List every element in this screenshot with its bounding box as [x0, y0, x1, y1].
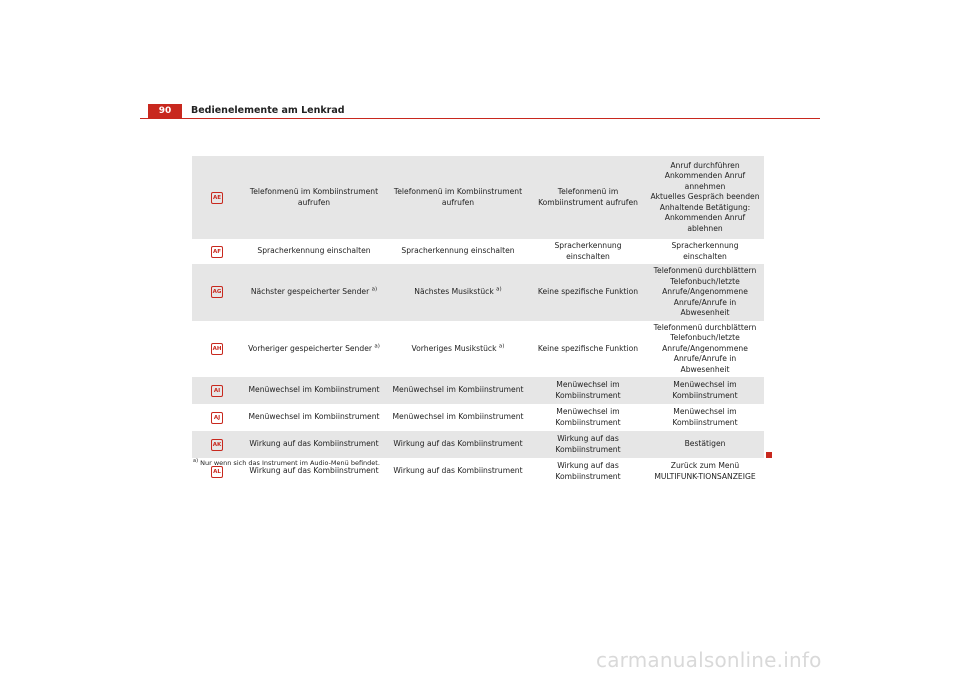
key-badge: AJ	[211, 412, 223, 424]
table-cell: Menüwechsel im Kombiinstrument	[646, 377, 764, 404]
footnote-marker: a)	[193, 457, 199, 464]
table-cell: Menüwechsel im Kombiinstrument	[386, 404, 530, 431]
key-cell	[192, 404, 242, 431]
table-cell	[386, 264, 530, 321]
table-cell: Bestätigen	[646, 431, 764, 458]
footnote-text: Nur wenn sich das Instrument im Audio-Menü befindet.	[200, 459, 380, 467]
watermark: carmanualsonline.info	[596, 648, 822, 672]
table-row	[192, 321, 764, 378]
table-cell: Menüwechsel im Kombiinstrument	[530, 404, 646, 431]
table-row	[192, 156, 764, 239]
key-badge: AG	[211, 286, 223, 298]
table-cell: Keine spezifische Funktion	[530, 321, 646, 378]
key-badge: AL	[211, 466, 223, 478]
cell-text: Nächster gespeicherter Sender	[250, 287, 370, 296]
table-cell	[242, 321, 386, 378]
key-cell	[192, 377, 242, 404]
table-cell: Anruf durchführen Ankommenden Anruf annehmen Aktuelles Gespräch beenden Anhaltende Betätigung: Ankommenden Anruf ablehnen	[646, 156, 764, 239]
table-cell: Wirkung auf das Kombiinstrument	[530, 458, 646, 485]
table-cell: Spracherkennung einschalten	[242, 239, 386, 264]
footnote-ref: a)	[498, 342, 505, 349]
key-cell	[192, 431, 242, 458]
cell-text: Vorheriger gespeicherter Sender	[248, 343, 372, 353]
table-cell: Wirkung auf das Kombiinstrument	[386, 431, 530, 458]
controls-table	[192, 156, 764, 485]
table-cell: Telefonmenü im Kombiinstrument aufrufen	[530, 156, 646, 239]
table-cell: Keine spezifische Funktion	[530, 264, 646, 321]
table-cell: Wirkung auf das Kombiinstrument	[242, 431, 386, 458]
table-row	[192, 264, 764, 321]
key-badge: AK	[211, 439, 223, 451]
table-cell: Telefonmenü durchblättern Telefonbuch/letzte Anrufe/Angenommene Anrufe/Anrufe in Abwesenheit	[646, 321, 764, 378]
key-badge: AE	[211, 192, 223, 204]
cell-text: Nächstes Musikstück	[414, 287, 494, 296]
table-cell: Wirkung auf das Kombiinstrument	[242, 458, 386, 485]
table-cell: Menüwechsel im Kombiinstrument	[242, 404, 386, 431]
table-cell	[386, 321, 530, 378]
table-cell: Menüwechsel im Kombiinstrument	[646, 404, 764, 431]
table-cell: Spracherkennung einschalten	[646, 239, 764, 264]
section-end-marker	[766, 452, 772, 458]
table-cell: Menüwechsel im Kombiinstrument	[242, 377, 386, 404]
table-cell: Wirkung auf das Kombiinstrument	[530, 431, 646, 458]
table-cell: Spracherkennung einschalten	[530, 239, 646, 264]
key-cell	[192, 156, 242, 239]
footnote-ref: a)	[374, 342, 380, 349]
key-cell	[192, 264, 242, 321]
key-badge: AI	[211, 385, 223, 397]
table-cell: Wirkung auf das Kombiinstrument	[386, 458, 530, 485]
key-badge: AH	[211, 343, 223, 355]
table-cell: Telefonmenü im Kombiinstrument aufrufen	[242, 156, 386, 239]
footnote-ref: a)	[496, 286, 502, 293]
page-title: Bedienelemente am Lenkrad	[191, 105, 345, 116]
table-cell: Menüwechsel im Kombiinstrument	[386, 377, 530, 404]
table-cell: Menüwechsel im Kombiinstrument	[530, 377, 646, 404]
table-cell: Telefonmenü im Kombiinstrument aufrufen	[386, 156, 530, 239]
page-number: 90	[148, 104, 182, 118]
key-cell	[192, 321, 242, 378]
footnote-ref: a)	[371, 286, 378, 293]
footnote	[193, 459, 380, 467]
header-rule	[140, 118, 820, 119]
table-cell: Spracherkennung einschalten	[386, 239, 530, 264]
table-row	[192, 404, 764, 431]
table-cell: Zurück zum Menü MULTIFUNK-TIONSANZEIGE	[646, 458, 764, 485]
table-cell	[242, 264, 386, 321]
table-cell: Telefonmenü durchblättern Telefonbuch/letzte Anrufe/Angenommene Anrufe/Anrufe in Abwesenheit	[646, 264, 764, 321]
table-row	[192, 431, 764, 458]
key-badge: AF	[211, 246, 223, 258]
key-cell	[192, 239, 242, 264]
cell-text: Vorheriges Musikstück	[411, 343, 497, 353]
table-row	[192, 239, 764, 264]
page-header	[140, 104, 820, 118]
table-row	[192, 377, 764, 404]
